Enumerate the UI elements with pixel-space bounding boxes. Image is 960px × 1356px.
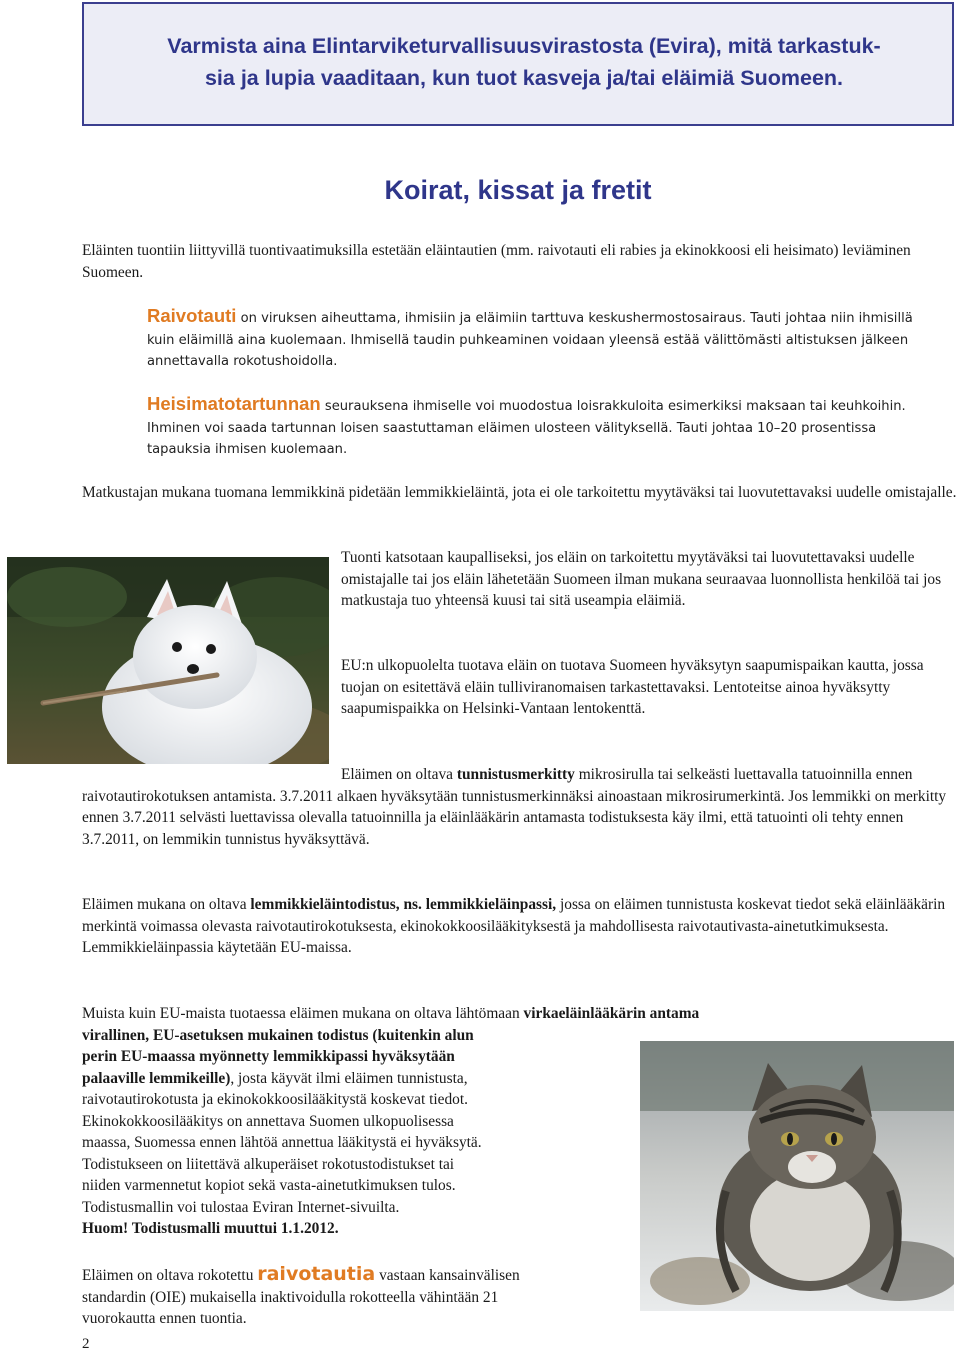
non-eu-line-4-text: , josta käyvät ilmi eläimen tunnistusta, [230, 1069, 468, 1087]
dog-photo [7, 557, 329, 764]
tapeworm-text: seurauksena ihmiselle voi muodostua loisrakkuloita esimerkiksi maksaan tai keuhkoihin. Ihminen voi saada tartunnan loisen saastuttaman eläimen ulosteen välityksellä. Tauti johtaa 10–20 prosentissa tapauksia ihmisen kuolemaan. [147, 399, 906, 457]
passport-paragraph [82, 894, 958, 959]
non-eu-line-9: niiden varmennetut kopiot sekä vasta-ainetutkimuksen tulos. [82, 1177, 456, 1194]
non-eu-line-2-bold: virallinen, EU-asetuksen mukainen todistus (kuitenkin alun [82, 1026, 474, 1044]
non-eu-line-8: Todistukseen on liitettävä alkuperäiset rokotustodistukset tai [82, 1155, 455, 1173]
vaccination-line-3: vuorokautta ennen tuontia. [82, 1310, 247, 1327]
passport-after: jossa on eläimen tunnistusta koskevat tiedot sekä eläinlääkärin merkintä voimassa olevasta raivotautirokotuksesta, ekinokokkoosilääkityksestä ja mahdollisesta raivotautivasta-ainetutkimuksesta. Lemmikkieläinpassia käytetään EU-maissa. [82, 896, 946, 956]
notice-box [82, 2, 954, 126]
vaccination-line-1 [82, 1264, 642, 1287]
identification-bold: tunnistusmerkitty [456, 766, 575, 783]
vaccination-line-1-after: vastaan kansainvälisen [375, 1267, 520, 1284]
non-eu-line-1-text: Muista kuin EU-maista tuotaessa eläimen mukana on oltava lähtömaan [82, 1005, 524, 1022]
rabies-term: Raivotauti [147, 305, 237, 326]
intro-paragraph: Eläinten tuontiin liittyvillä tuontivaatimuksilla estetään eläintautien (mm. raivotauti eli rabies ja ekinokkoosi eli heisimato) leviäminen Suomeen. [82, 242, 911, 281]
rabies-paragraph [147, 305, 927, 373]
non-eu-line-7: maassa, Suomessa ennen lähtöä annettua lääkitystä ei hyväksytä. [82, 1134, 482, 1151]
notice-line-2: sia ja lupia vaaditaan, kun tuot kasveja ja/tai eläimiä Suomeen. [204, 66, 844, 90]
section-title: Koirat, kissat ja fretit [384, 175, 652, 205]
rabies-text: on viruksen aiheuttama, ihmisiin ja eläimiin tarttuva keskushermostosairaus. Tauti johtaa niin ihmisillä kuin eläimillä aina kuolemaan. Ihmisellä taudin puhkeaminen voidaan yleensä estää välittömästi altistuksen jälkeen annettavalla rokotushoidolla. [147, 311, 913, 369]
identification-before: Eläimen on oltava [341, 766, 457, 783]
non-eu-line-5: raivotautirokotusta ja ekinokokkoosilääkitystä koskevat tiedot. [82, 1091, 468, 1108]
non-eu-line-1-bold: virkaeläinlääkärin antama [523, 1005, 700, 1022]
non-eu-line-4-bold: palaaville lemmikeille) [82, 1069, 231, 1087]
identification-paragraph [82, 764, 958, 850]
non-eu-line-6: Ekinokokkoosilääkitys on annettava Suomen ulkopuolisessa [82, 1112, 454, 1130]
non-eu-line-11-bold: Huom! Todistusmalli muuttui 1.1.2012. [82, 1220, 339, 1237]
non-eu-line-3-bold: perin EU-maassa myönnetty lemmikkipassi hyväksytään [82, 1048, 455, 1065]
page-number: 2 [82, 1336, 90, 1352]
passport-bold: lemmikkieläintodistus, ns. lemmikkieläinpassi, [250, 896, 557, 913]
commercial-paragraph: Tuonti katsotaan kaupalliseksi, jos eläin on tarkoitettu myytäväksi tai luovutettavaksi uudelle omistajalle tai jos eläin lähetetään Suomeen ilman mukana seuraavaa luonnollista henkilöä tai jos matkustaja tuo yhteensä kuusi tai sitä useampia eläimiä. [341, 549, 942, 609]
non-eu-line-1 [82, 1003, 958, 1025]
vaccination-paragraph [82, 1264, 642, 1330]
notice-text [108, 30, 940, 94]
companion-paragraph: Matkustajan mukana tuomana lemmikkinä pidetään lemmikkieläintä, jota ei ole tarkoitettu myytäväksi tai luovutettavaksi uudelle omistajalle. [82, 484, 957, 501]
vaccination-before: Eläimen on oltava rokotettu [82, 1267, 258, 1284]
notice-line-1: Varmista aina Elintarviketurvallisuusvirastosta (Evira), mitä tarkastuk- [167, 34, 881, 58]
vaccination-highlight: raivotautia [257, 1263, 376, 1285]
cat-photo [640, 1041, 954, 1311]
vaccination-line-2: standardin (OIE) mukaisella inaktivoidulla rokotteella vähintään 21 [82, 1288, 499, 1306]
tapeworm-paragraph [147, 393, 927, 461]
non-eu-line-10: Todistusmallin voi tulostaa Eviran Internet-sivuilta. [82, 1198, 400, 1216]
passport-before: Eläimen mukana on oltava [82, 896, 251, 913]
identification-after: mikrosirulla tai selkeästi luettavalla tatuoinnilla ennen raivotautirokotuksen antamista. 3.7.2011 alkaen hyväksytään tunnistusmerkinnäksi ainoastaan mikrosirumerkintä. Jos lemmikki on merkitty ennen 3.7.2011 selvästi luettavissa olevalla tatuoinnilla ja eläinlääkärin antamasta todistuksesta käy ilmi, että tatuointi oli tehty ennen 3.7.2011, on lemmikin tunnistus hyväksyttävä. [82, 766, 947, 848]
tapeworm-term: Heisimatotartunnan [147, 393, 321, 414]
entry-point-paragraph: EU:n ulkopuolelta tuotava eläin on tuotava Suomeen hyväksytyn saapumispaikan kautta, jossa tuojan on esitettävä eläin tulliviranomaisen tarkastettavaksi. Lentoteitse ainoa hyväksytty saapumispaikka on Helsinki-Vantaan lentokenttä. [341, 657, 924, 717]
